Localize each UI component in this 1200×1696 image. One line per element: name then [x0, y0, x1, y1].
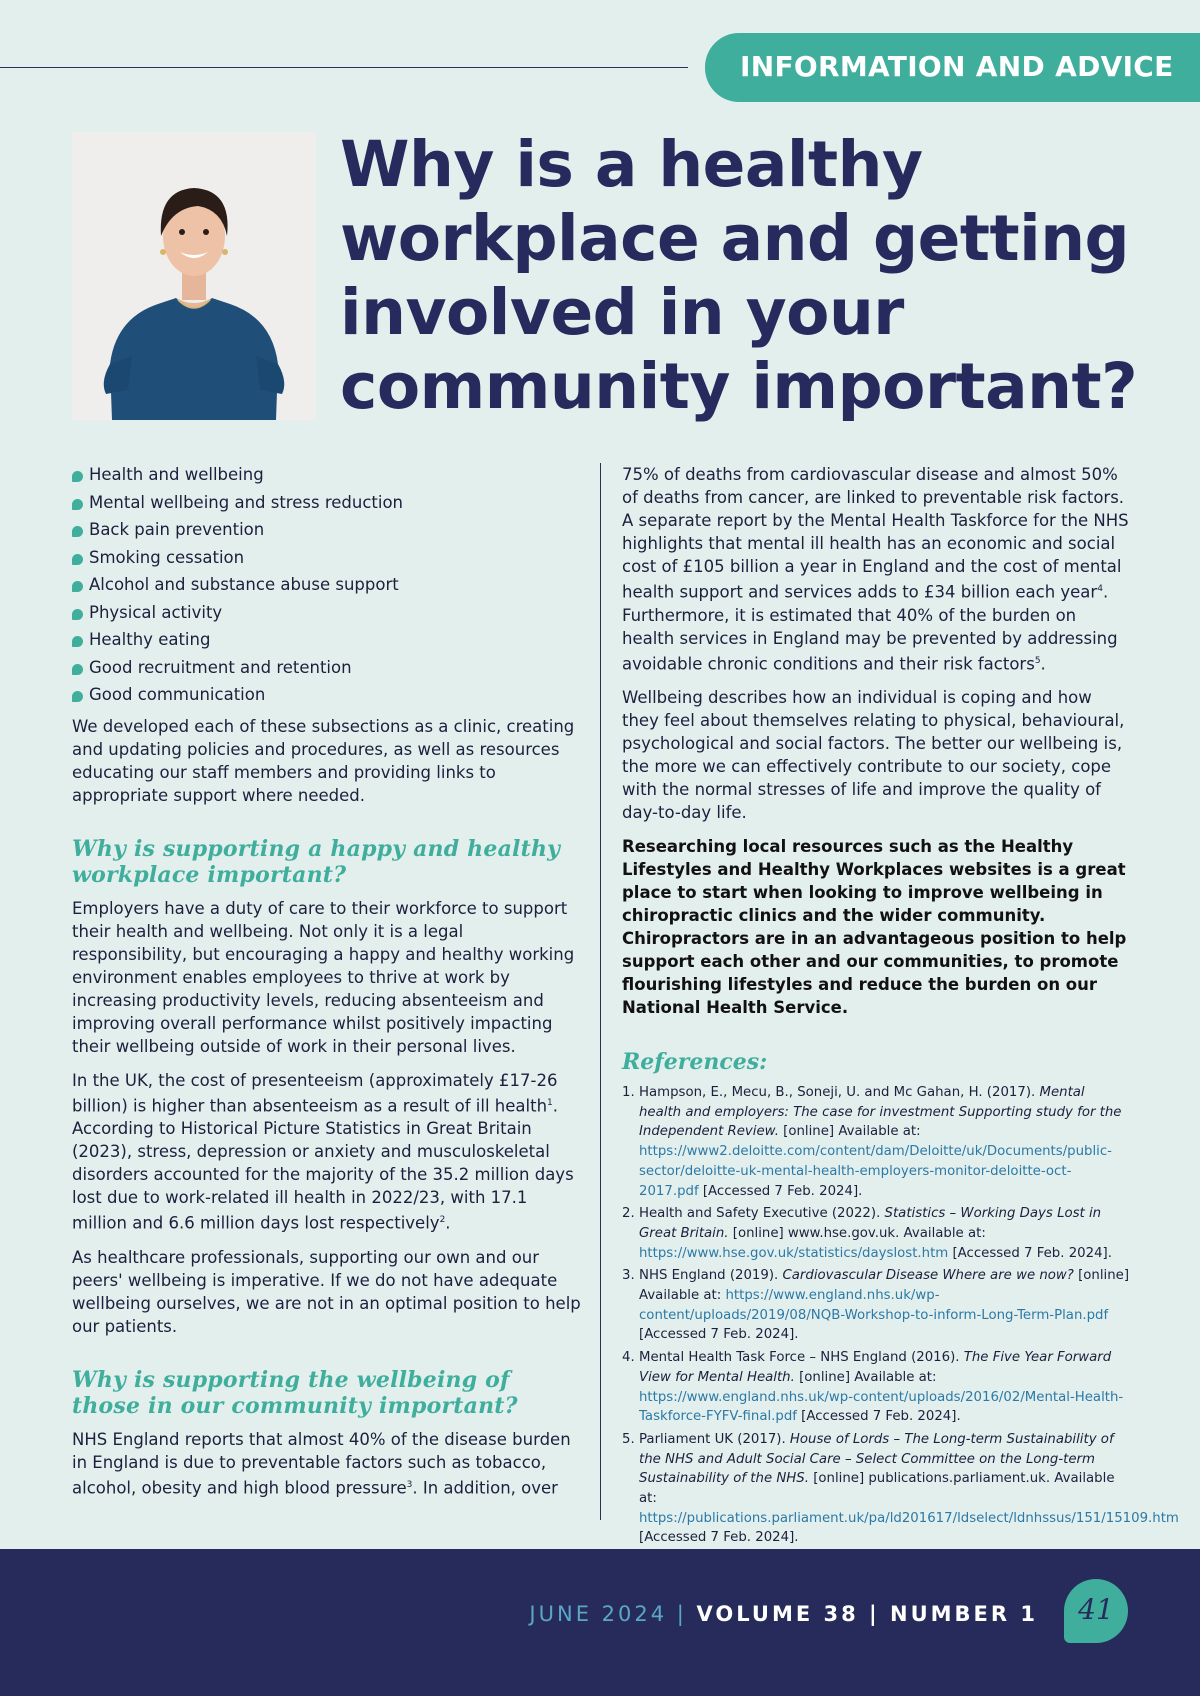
- page-footer: [0, 1549, 1200, 1696]
- reference-item: 5. Parliament UK (2017). House of Lords – The Long-term Sustainability of the NHS and Adult Social Care – Select Committee on the Long-term Sustainability of the NHS. [online] publications.parliament.uk. Available at: https://publications.parliament.uk/pa/ld201617/ldselect/ldnhssus/151/15109.htm [Accessed 7 Feb. 2024].: [622, 1431, 1179, 1546]
- bullet-icon: [72, 691, 83, 702]
- reference-link[interactable]: https://www.hse.gov.uk/statistics/dayslost.htm: [639, 1245, 949, 1261]
- issue-volume: VOLUME 38 | NUMBER 1: [696, 1602, 1038, 1626]
- body-paragraph: As healthcare professionals, supporting our own and our peers' wellbeing is imperative. If we do not have adequate wellbeing ourselves, we are not in an optimal position to help our patients.: [72, 1247, 581, 1336]
- reference-link[interactable]: https://publications.parliament.uk/pa/ld201617/ldselect/ldnhssus/151/15109.htm: [639, 1510, 1179, 1526]
- footnote-marker[interactable]: 5: [1034, 655, 1041, 666]
- reference-list: [622, 1083, 1179, 1548]
- reference-item: 3. NHS England (2019). Cardiovascular Disease Where are we now? [online] Available at: https://www.england.nhs.uk/wp-content/uploads/2019/08/NQB-Workshop-to-inform-Long-Term-Plan.pdf [Accessed 7 Feb. 2024].: [622, 1268, 1130, 1343]
- list-item: Healthy eating: [72, 628, 582, 656]
- article-headline: Why is a healthy workplace and getting involved in your community important?: [340, 128, 1138, 423]
- section-tab: [705, 33, 1200, 102]
- bullet-icon: [72, 581, 83, 592]
- column-divider: [600, 463, 601, 1520]
- reference-item: 2. Health and Safety Executive (2022). Statistics – Working Days Lost in Great Britain. [online] www.hse.gov.uk. Available at: https://www.hse.gov.uk/statistics/dayslost.htm [Accessed 7 Feb. 2024].: [622, 1206, 1112, 1261]
- reference-link[interactable]: https://www2.deloitte.com/content/dam/Deloitte/uk/Documents/public-sector/deloitte-uk-mental-health-employers-monitor-deloitte-oct-2017.pdf: [639, 1144, 1112, 1199]
- list-item: Good recruitment and retention: [72, 656, 582, 684]
- header-rule: [0, 67, 688, 68]
- body-paragraph: 75% of deaths from cardiovascular disease and almost 50% of deaths from cancer, are linked to preventable risk factors. A separate report by the Mental Health Taskforce for the NHS highlights that mental ill health has an economic and social cost of £105 billion a year in England and the cost of mental health support and services adds to £34 billion each year$^4$. Furthermore, it is estimated that 40% of the burden on health services in England may be prevented by addressing avoidable chronic conditions and their risk factors$^5$.: [622, 465, 1129, 673]
- list-item: Good communication: [72, 683, 582, 711]
- callout-paragraph: Researching local resources such as the Healthy Lifestyles and Healthy Workplaces websites is a great place to start when looking to improve wellbeing in chiropractic clinics and the wider community. Chiropractors are in an advantageous position to help support each other and our communities, to promote flourishing lifestyles and reduce the burden on our National Health Service.: [622, 837, 1127, 1017]
- reference-item: 1. Hampson, E., Mecu, B., Soneji, U. and Mc Gahan, H. (2017). Mental health and employers: The case for investment Supporting study for the Independent Review. [online] Available at: https://www2.deloitte.com/content/dam/Deloitte/uk/Documents/public-sector/deloitte-uk-mental-health-employers-monitor-deloitte-oct-2017.pdf [Accessed 7 Feb. 2024].: [622, 1085, 1122, 1199]
- bullet-icon: [72, 636, 83, 647]
- author-photo: [72, 132, 316, 420]
- bullet-icon: [72, 499, 83, 510]
- body-paragraph: NHS England reports that almost 40% of the disease burden in England is due to preventable factors such as tobacco, alcohol, obesity and high blood pressure$^3$. In addition, over: [72, 1429, 571, 1497]
- left-column: [72, 463, 582, 1510]
- body-paragraph: Employers have a duty of care to their workforce to support their health and wellbeing. Not only it is a legal responsibility, but encouraging a happy and healthy working environment enables employees to thrive at work by increasing productivity levels, reducing absenteeism and improving overall performance whilst positively impacting their wellbeing outside of work in their personal lives.: [72, 898, 575, 1056]
- list-item: Alcohol and substance abuse support: [72, 573, 582, 601]
- reference-link[interactable]: https://www.england.nhs.uk/wp-content/uploads/2019/08/NQB-Workshop-to-inform-Long-Term-Plan.pdf: [639, 1288, 1109, 1323]
- footnote-marker[interactable]: 2: [439, 1215, 446, 1225]
- right-column: [622, 463, 1179, 1551]
- bullet-icon: [72, 609, 83, 620]
- intro-paragraph: We developed each of these subsections as a clinic, creating and updating policies and procedures, as well as resources educating our staff members and providing links to appropriate support where needed.: [72, 716, 575, 805]
- footnote-marker[interactable]: 1: [547, 1097, 553, 1108]
- bullet-icon: [72, 471, 83, 482]
- list-item: Health and wellbeing: [72, 463, 582, 491]
- portrait-illustration: [72, 132, 316, 420]
- section-label: INFORMATION AND ADVICE: [740, 50, 1174, 83]
- issue-date: JUNE 2024: [529, 1602, 668, 1626]
- list-item: Physical activity: [72, 601, 582, 629]
- bullet-icon: [72, 526, 83, 537]
- issue-info: JUNE 2024 | VOLUME 38 | NUMBER 1: [529, 1602, 1038, 1626]
- reference-item: 4. Mental Health Task Force – NHS England (2016). The Five Year Forward View for Mental Health. [online] Available at: https://www.england.nhs.uk/wp-content/uploads/2016/02/Mental-Health-Taskforce-FYFV-final.pdf [Accessed 7 Feb. 2024].: [622, 1350, 1124, 1425]
- body-paragraph: Wellbeing describes how an individual is coping and how they feel about themselves relating to physical, behavioural, psychological and social factors. The better our wellbeing is, the more we can effectively contribute to our society, cope with the normal stresses of life and improve the quality of day-to-day life.: [622, 688, 1125, 822]
- reference-link[interactable]: https://www.england.nhs.uk/wp-content/uploads/2016/02/Mental-Health-Taskforce-FYFV-final.pdf: [639, 1389, 1124, 1425]
- section-heading: Why is supporting the wellbeing of those in our community important?: [72, 1366, 518, 1419]
- topic-list: [72, 463, 582, 711]
- body-paragraph: In the UK, the cost of presenteeism (approximately £17-26 billion) is higher than absenteeism as a result of ill health$^1$. According to Historical Picture Statistics in Great Britain (2023), stress, depression or anxiety and musculoskeletal disorders accounted for the majority of the 35.2 million days lost due to work-related ill health in 2022/23, with 17.1 million and 6.6 million days lost respectively$^2$.: [72, 1070, 574, 1233]
- list-item: Mental wellbeing and stress reduction: [72, 491, 582, 519]
- footnote-marker[interactable]: 4: [1097, 584, 1103, 594]
- page-number-badge: 41: [1064, 1579, 1128, 1643]
- footnote-marker[interactable]: 3: [406, 1479, 413, 1490]
- bullet-icon: [72, 554, 83, 565]
- bullet-icon: [72, 664, 83, 675]
- section-heading: Why is supporting a happy and healthy workplace important?: [72, 835, 561, 888]
- list-item: Smoking cessation: [72, 546, 582, 574]
- list-item: Back pain prevention: [72, 518, 582, 546]
- references-heading: References:: [622, 1049, 768, 1075]
